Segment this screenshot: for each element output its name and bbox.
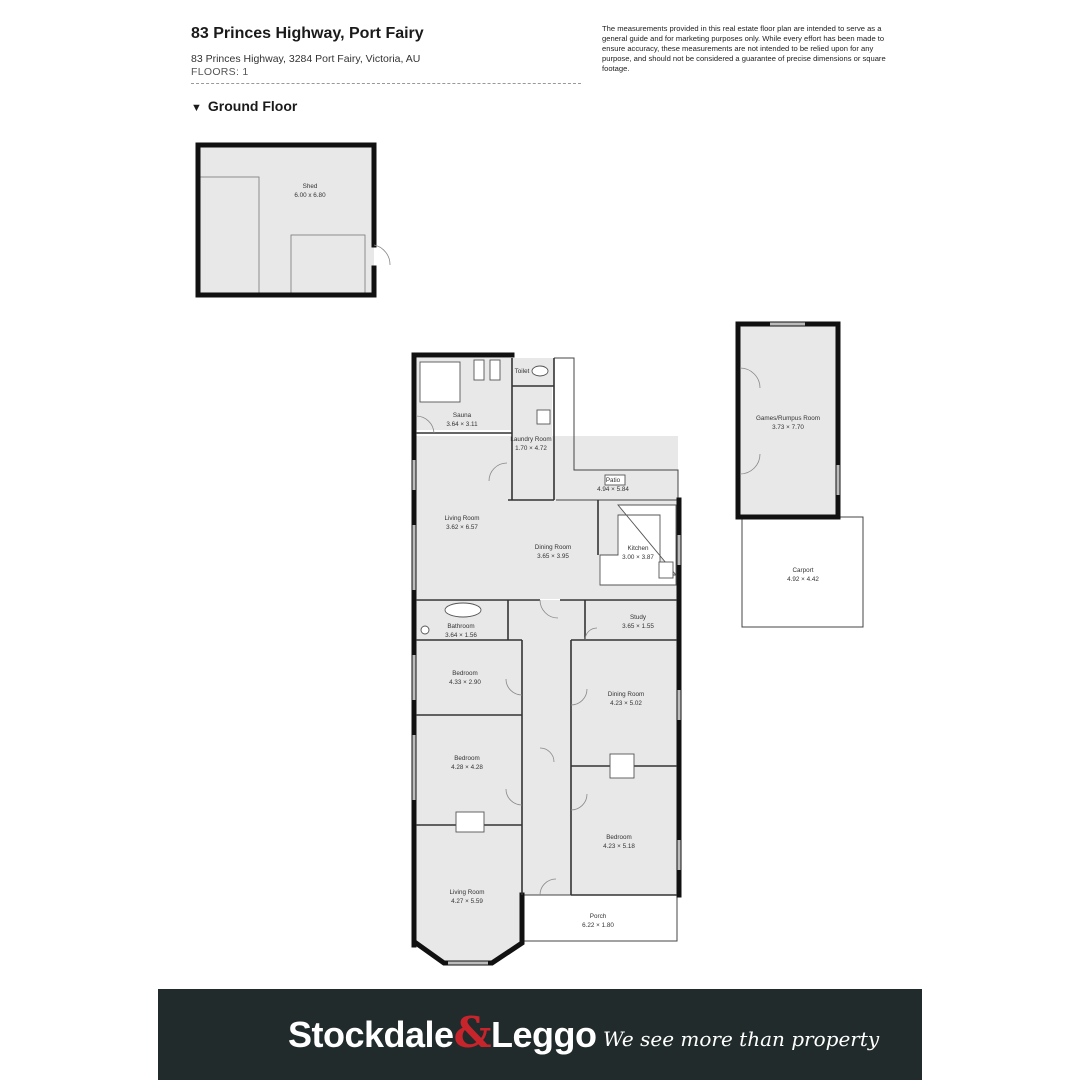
floors-count: FLOORS: 1: [191, 66, 249, 78]
patio-label: Patio: [605, 477, 621, 484]
disclaimer-text: The measurements provided in this real estate floor plan are intended to serve as a general guide and for marketing purposes only. While every effort has been made to ensure accuracy, these measurements are not intended to be relied upon for any purpose, and should not be considered a guarantee of precise dimensions or square footage.: [602, 24, 886, 73]
room-fills: [198, 145, 837, 963]
sauna-dims: 3.64 × 3.11: [446, 421, 478, 428]
kitchen-label: Kitchen: [627, 545, 649, 552]
bedroom-1-label: Bedroom: [452, 670, 478, 677]
carport-label: Carport: [792, 567, 814, 574]
porch-label: Porch: [589, 913, 607, 920]
bedroom-2-dims: 4.28 × 4.28: [451, 764, 483, 771]
bedroom-3-label: Bedroom: [606, 834, 632, 841]
brand-name-right: Leggo: [491, 1014, 597, 1055]
property-address: 83 Princes Highway, 3284 Port Fairy, Victoria, AU: [191, 53, 421, 65]
bathroom-dims: 3.64 × 1.56: [445, 632, 477, 639]
shed-dims: 6.00 x 6.80: [294, 192, 326, 199]
bathroom-label: Bathroom: [447, 623, 475, 630]
laundry-label: Laundry Room: [510, 436, 552, 443]
bedroom-3-dims: 4.23 × 5.18: [603, 843, 635, 850]
dining-room-2-label: Dining Room: [607, 691, 645, 698]
study-dims: 3.65 × 1.55: [622, 623, 654, 630]
brand-tagline: We see more than property: [603, 1027, 880, 1051]
games-room-dims: 3.73 × 7.70: [772, 424, 804, 431]
dining-room-2-dims: 4.23 × 5.02: [610, 700, 642, 707]
footer-banner: [158, 989, 922, 1080]
toilet-label: Toilet: [514, 368, 530, 375]
brand-ampersand: &: [453, 1008, 491, 1057]
bedroom-2-label: Bedroom: [454, 755, 480, 762]
living-room-1-dims: 3.62 × 6.57: [446, 524, 478, 531]
caret-down-icon: ▼: [191, 102, 202, 114]
bedroom-1-dims: 4.33 × 2.90: [449, 679, 481, 686]
page-title: 83 Princes Highway, Port Fairy: [191, 25, 424, 42]
study-label: Study: [629, 614, 647, 621]
patio-dims: 4.94 × 5.84: [597, 486, 629, 493]
kitchen-dims: 3.00 × 3.87: [622, 554, 654, 561]
carport-dims: 4.92 × 4.42: [787, 576, 819, 583]
porch-dims: 6.22 × 1.80: [582, 922, 614, 929]
floor-heading-label: Ground Floor: [207, 98, 298, 114]
shed-label: Shed: [302, 183, 318, 190]
games-room-label: Games/Rumpus Room: [755, 415, 821, 422]
brand-name-left: Stockdale: [288, 1014, 454, 1055]
laundry-dims: 1.70 × 4.72: [515, 445, 547, 452]
dining-room-1-dims: 3.65 × 3.95: [537, 553, 569, 560]
dining-room-1-label: Dining Room: [534, 544, 572, 551]
living-room-2-dims: 4.27 × 5.59: [451, 898, 483, 905]
living-room-2-label: Living Room: [449, 889, 485, 896]
brand-logo: [288, 1008, 596, 1057]
sauna-label: Sauna: [452, 412, 472, 419]
living-room-1-label: Living Room: [444, 515, 480, 522]
